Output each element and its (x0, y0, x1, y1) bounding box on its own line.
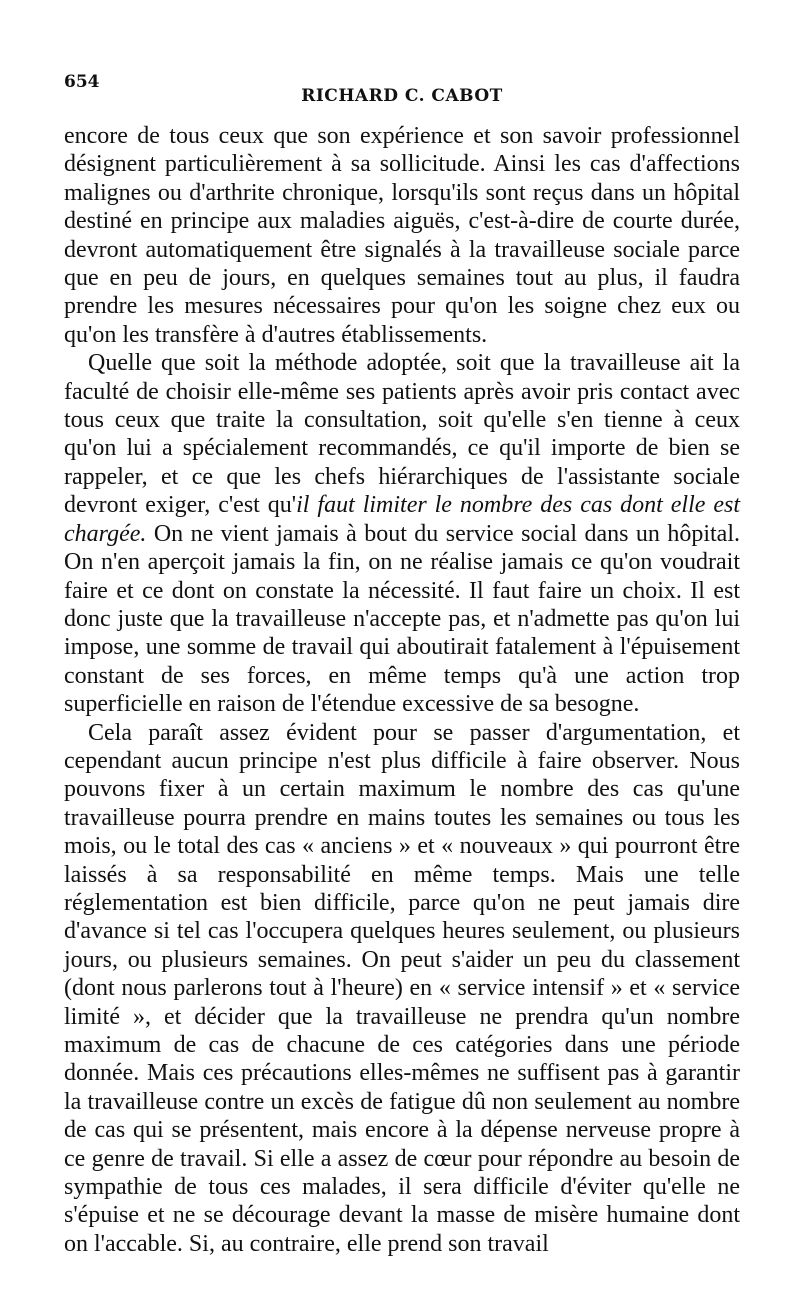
paragraph-2 (64, 349, 740, 718)
paragraph-3: Cela paraît assez évident pour se passer d'argumentation, et cependant aucun principe n'est plus difficile à faire observer. Nous pouvons fixer à un certain maximum le nombre des cas qu'une travailleuse pourra prendre en mains toutes les semaines ou tous les mois, ou le total des cas « anciens » et « nouveaux » qui pourront être laissés à sa responsabilité en même temps. Mais une telle réglementation est bien difficile, parce qu'on ne peut jamais dire d'avance si tel cas l'occupera quelques heures seulement, ou plusieurs jours, ou plusieurs semaines. On peut s'aider un peu du classement (dont nous parlerons tout à l'heure) en « service intensif » et « service limité », et décider que la travailleuse ne prendra qu'un nombre maximum de cas de chacune de ces catégories dans une période donnée. Mais ces précautions elles-mêmes ne suffisent pas à garantir la travailleuse contre un excès de fatigue dû non seulement au nombre de cas qui se présentent, mais encore à la dépense nerveuse propre à ce genre de travail. Si elle a assez de cœur pour répondre au besoin de sympathie de tous ces malades, il sera difficile d'éviter qu'elle ne s'épuise et ne se décourage devant la masse de misère humaine dont on l'accable. Si, au contraire, elle prend son travail (64, 719, 740, 1257)
paragraph-2-before: Quelle que soit la méthode adoptée, soit que la travailleuse ait la faculté de choisir elle-même ses patients après avoir pris contact avec tous ceux que traite la consultation, soit qu'elle s'en tienne à ceux qu'on lui a spécialement recommandés, ce qu'il importe de bien se rappeler, et ce que les chefs hiérarchiques de l'assistante sociale devront exiger, c'est qu' (64, 350, 740, 519)
page-header (64, 72, 740, 106)
paragraph-2-emphasis: il faut limiter le nombre des cas dont elle est chargée. (64, 492, 741, 547)
paragraph-2-after: On ne vient jamais à bout du service social dans un hôpital. On n'en aperçoit jamais la fin, on ne réalise jamais ce qu'on voudrait faire et ce dont on constate la nécessité. Il faut faire un choix. Il est donc juste que la travailleuse n'accepte pas, et n'admette pas qu'on lui impose, une somme de travail qui aboutirait fatalement à l'épuisement constant de ses forces, en même temps qu'à une action trop superficielle en raison de l'étendue excessive de sa besogne. (64, 520, 740, 718)
running-title: RICHARD C. CABOT (301, 86, 503, 106)
book-page (64, 72, 740, 1258)
paragraph-1: encore de tous ceux que son expérience et son savoir professionnel désignent particulièrement à sa sollicitude. Ainsi les cas d'affections malignes ou d'arthrite chronique, lorsqu'ils sont reçus dans un hôpital destiné en principe aux maladies aiguës, c'est-à-dire de courte durée, devront automatiquement être signalés à la travailleuse sociale parce que en peu de jours, en quelques semaines tout au plus, il faudra prendre les mesures nécessaires pour qu'on les soigne chez eux ou qu'on les transfère à d'autres établissements. (64, 123, 740, 348)
page-number: 654 (64, 72, 100, 92)
